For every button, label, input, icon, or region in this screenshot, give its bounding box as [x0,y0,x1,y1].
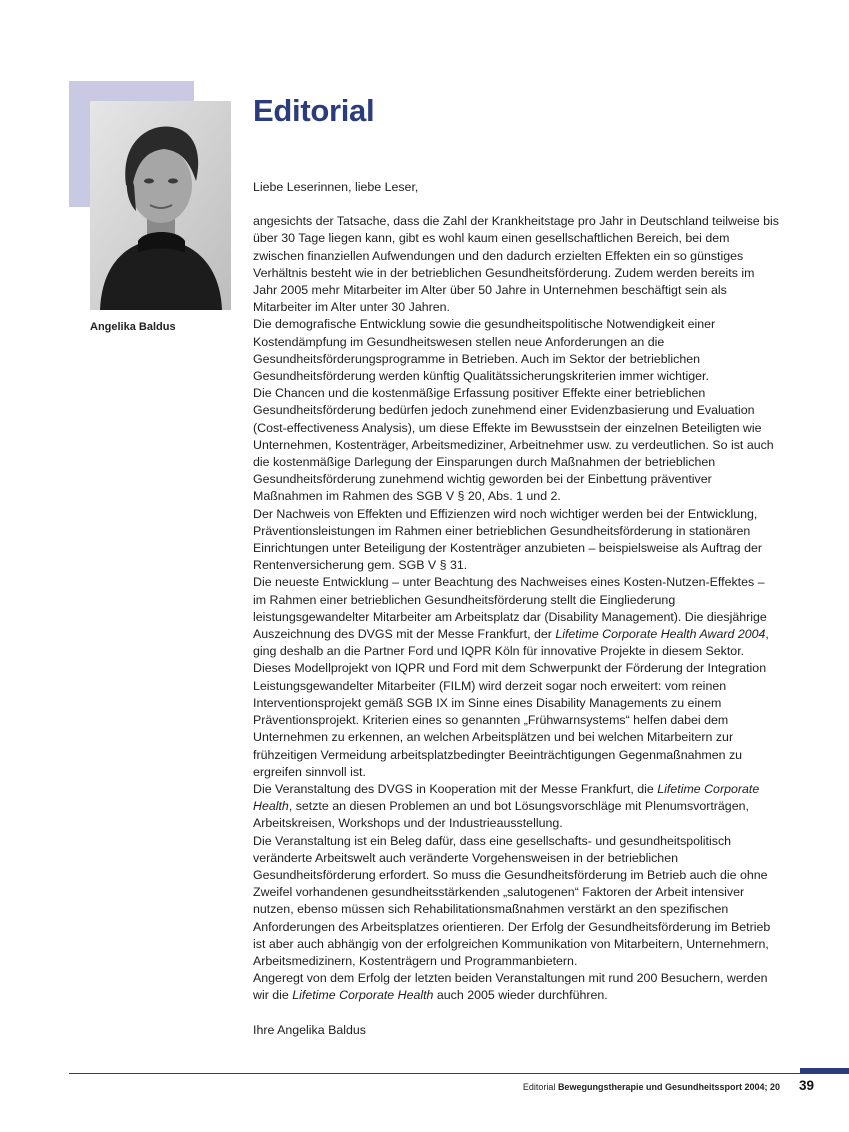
portrait-image [90,101,231,310]
running-footer [523,1082,780,1092]
paragraph-4: Der Nachweis von Effekten und Effizienzen wird noch wichtiger werden bei der Entwicklung, Präventionsleistungen im Rahmen einer betrieblichen Gesundheitsförderung in stationären Einrichtungen unter Beteiligung der Kostenträger anzubieten – beispielsweise als Auftrag der Rentenversicherung gem. SGB V § 31. [253,506,763,573]
footer-rule [69,1073,849,1074]
paragraph-7: Die Veranstaltung des DVGS in Kooperation mit der Messe Frankfurt, die Lifetime Corporate Health, setzte an diesen Problemen an und bot Lösungsvorschläge mit Plenumsvorträgen, Arbeitskreisen, Workshops und der Industrieausstellung. [253,781,760,831]
editorial-body [253,179,781,1039]
event-name: Lifetime Corporate Health [292,988,434,1003]
portrait-caption: Angelika Baldus [90,321,176,333]
award-name: Lifetime Corporate Health Award 2004 [555,627,766,642]
footer-accent-tab [800,1068,849,1074]
paragraph-6: Dieses Modellprojekt von IQPR und Ford mit dem Schwerpunkt der Förderung der Integration Leistungsgewandelter Mitarbeiter (FILM) wird derzeit sogar noch erweitert: vom reinen Interventionsprojekt gemäß SGB IX im Sinne eines Disability Managements zu einem Präventionsprojekt. Kriterien eines so genannten „Frühwarnsystems“ helfen dabei dem Unternehmen zu erkennen, an welchen Arbeitsplätzen und bei welchen Mitarbeitern zur frühzeitigen Vermeidung arbeitsplatzbedingter Beeinträchtigungen Gegenmaßnahmen zu ergreifen sinnvoll ist. [253,661,767,779]
page-number: 39 [799,1078,815,1093]
paragraph-2: Die demografische Entwicklung sowie die gesundheitspolitische Notwendigkeit einer Kostendämpfung im Gesundheitswesen stellen neue Anforderungen an die Gesundheitsförderungsprogramme in Betrieben. Auch im Sektor der betrieblichen Gesundheitsförderung werden künftig Qualitätssicherungskriterien immer wichtiger. [253,317,716,384]
signoff: Ihre Angelika Baldus [253,1022,366,1037]
footer-section: Editorial [522,1082,556,1092]
event-name: Lifetime Corporate Health [253,781,760,814]
paragraph-8: Die Veranstaltung ist ein Beleg dafür, dass eine gesellschafts- und gesundheitspolitisch veränderte Arbeitswelt auch veränderte Vorgehensweisen in der betrieblichen Gesundheitsförderung erfordert. So muss die Gesundheitsförderung im Betrieb auch die ohne Zweifel vorhandenen gesundheitsstärkenden „salutogenen“ Faktoren der Arbeit intensiver nutzen, ebenso müssen sich Rehabilitationsmaßnahmen verstärkt an den spezifischen Anforderungen des Arbeitsplatzes orientieren. Der Erfolg der Gesundheitsförderung im Betrieb ist aber auch abhängig von der erfolgreichen Kommunikation von Mitarbeitern, Unternehmern, Arbeitsmedizinern, Kostenträgern und Programmanbietern. [253,833,771,968]
paragraph-5: Die neueste Entwicklung – unter Beachtung des Nachweises eines Kosten-Nutzen-Effektes – im Rahmen einer betrieblichen Gesundheitsförderung stellt die Eingliederung leistungsgewandelter Mitarbeiter am Arbeitsplatz dar (Disability Management). Die diesjährige Auszeichnung des DVGS mit der Messe Frankfurt, der Lifetime Corporate Health Award 2004, ging deshalb an die Partner Ford und IQPR Köln für innovative Projekte in diesem Sektor. [253,575,769,659]
paragraph-1: angesichts der Tatsache, dass die Zahl der Krankheitstage pro Jahr in Deutschland teilweise bis über 30 Tage liegen kann, gibt es wohl kaum einen gesellschaftlichen Bereich, bei dem zwischen finanziellen Aufwendungen und den dadurch erzielten Effekten ein so günstiges Verhältnis besteht wie in der betrieblichen Gesundheitsförderung. Zudem werden bereits im Jahr 2005 mehr Mitarbeiter im Alter über 50 Jahre in Unternehmen beschäftigt sein als Mitarbeiter im Alter unter 30 Jahren. [253,214,779,315]
footer-journal: Bewegungstherapie und Gesundheitssport 2004; 20 [557,1082,780,1092]
paragraph-9: Angeregt von dem Erfolg der letzten beiden Veranstaltungen mit rund 200 Besuchern, werden wir die Lifetime Corporate Health auch 2005 wieder durchführen. [253,971,768,1003]
salutation: Liebe Leserinnen, liebe Leser, [253,180,419,194]
page-title: Editorial [253,93,375,128]
author-portrait-photo [90,101,231,310]
paragraph-3: Die Chancen und die kostenmäßige Erfassung positiver Effekte einer betrieblichen Gesundheitsförderung bedürfen jedoch zunehmend einer Evidenzbasierung und Evaluation (Cost-effectiveness Analysis), um diese Effekte im Bewusstsein der einzelnen Beteiligten wie Unternehmen, Kostenträger, Arbeitsmediziner, Arbeitnehmer usw. zu verdeutlichen. So ist auch die kostenmäßige Darlegung der Einsparungen durch Maßnahmen der betrieblichen Gesundheitsförderung zunehmend wichtig geworden bei der Einbettung präventiver Maßnahmen im Rahmen des SGB V § 20, Abs. 1 und 2. [253,386,774,504]
